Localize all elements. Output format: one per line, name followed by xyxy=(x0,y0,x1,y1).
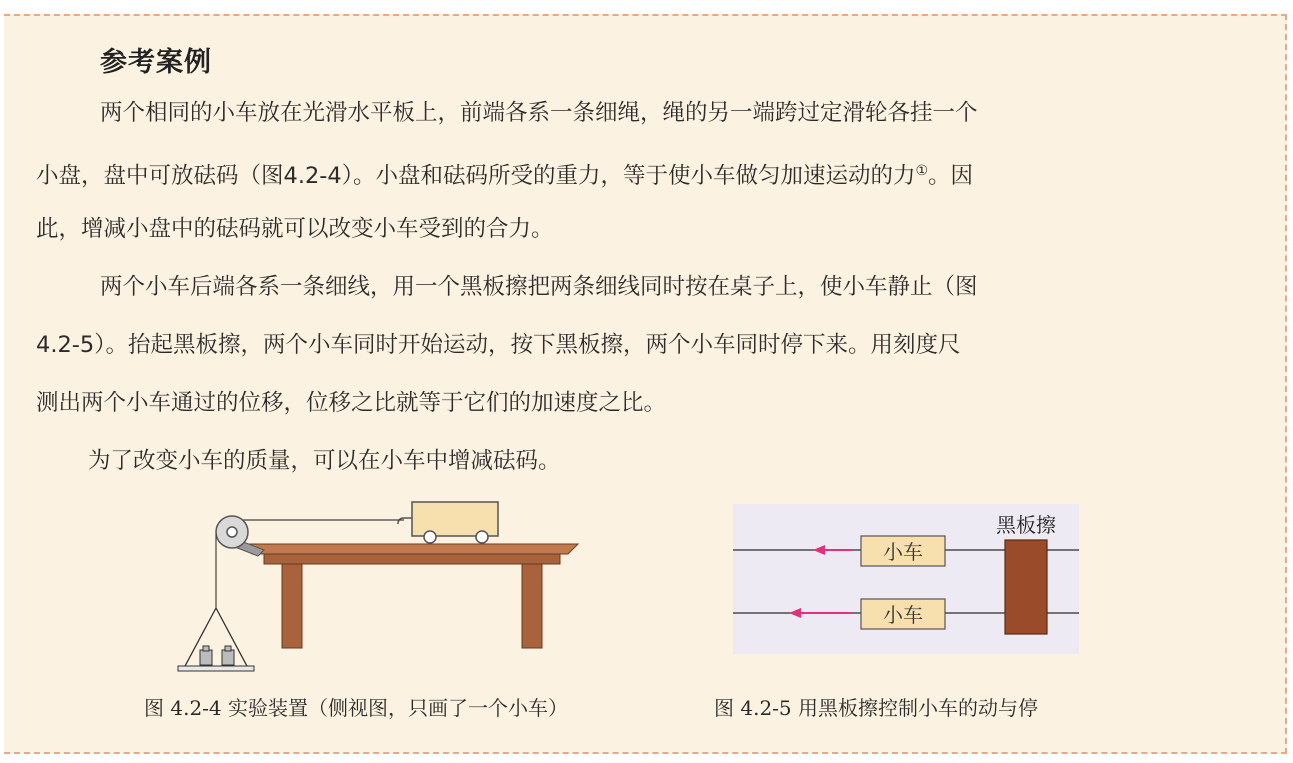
paragraph-1-line-1: 两个相同的小车放在光滑水平板上，前端各系一条细绳，绳的另一端跨过定滑轮各挂一个 xyxy=(100,100,978,126)
paragraph-3 xyxy=(36,432,1272,490)
table-leg-right xyxy=(522,564,542,648)
cart-body xyxy=(412,502,498,536)
blackboard-eraser xyxy=(1005,540,1047,634)
paragraph-2 xyxy=(36,258,1272,432)
figure-4-2-5-diagram xyxy=(733,504,1079,654)
paragraph-3-line-1: 为了改变小车的质量，可以在小车中增减砝码。 xyxy=(88,448,561,474)
figure-4-2-4-caption: 图 4.2-4 实验装置（侧视图，只画了一个小车） xyxy=(144,696,569,720)
tabletop xyxy=(242,544,578,554)
paragraph-2-line-1: 两个小车后端各系一条细线，用一个黑板擦把两条细线同时按在桌子上，使小车静止（图 xyxy=(100,274,978,300)
paragraph-1-line-2-end: 。因 xyxy=(928,163,974,189)
pulley-axle xyxy=(227,527,237,537)
paragraph-2-line-2: 4.2-5）。抬起黑板擦，两个小车同时开始运动，按下黑板擦，两个小车同时停下来。用刻度尺 xyxy=(36,332,961,358)
cart-wheel-front xyxy=(424,531,436,543)
eraser-label: 黑板擦 xyxy=(996,513,1056,537)
figure-4-2-4-apparatus xyxy=(164,496,594,676)
weight-left-cap xyxy=(203,646,209,651)
textbook-page xyxy=(4,14,1287,754)
paragraph-1 xyxy=(36,84,1272,258)
cart-lower-label: 小车 xyxy=(883,603,923,627)
weight-right xyxy=(222,650,234,665)
weight-right-cap xyxy=(225,646,231,651)
table-apron xyxy=(264,554,560,564)
pan-plate xyxy=(178,666,254,671)
footnote-mark: ① xyxy=(915,163,929,179)
paragraph-1-line-2-text: 小盘，盘中可放砝码（图4.2-4）。小盘和砝码所受的重力，等于使小车做匀加速运动的力 xyxy=(36,163,916,189)
paragraph-1-line-3: 此，增减小盘中的砝码就可以改变小车受到的合力。 xyxy=(36,216,554,242)
weight-left xyxy=(200,650,212,665)
cart-upper-label: 小车 xyxy=(883,540,923,564)
figure-4-2-5-caption: 图 4.2-5 用黑板擦控制小车的动与停 xyxy=(714,696,1039,720)
table-leg-left xyxy=(282,564,302,648)
section-heading: 参考案例 xyxy=(100,47,212,78)
paragraph-2-line-3: 测出两个小车通过的位移，位移之比就等于它们的加速度之比。 xyxy=(36,390,667,416)
cart-hook xyxy=(398,518,412,524)
pan-strings xyxy=(184,608,248,668)
cart-wheel-rear xyxy=(476,531,488,543)
paragraph-1-line-2 xyxy=(36,142,1272,200)
